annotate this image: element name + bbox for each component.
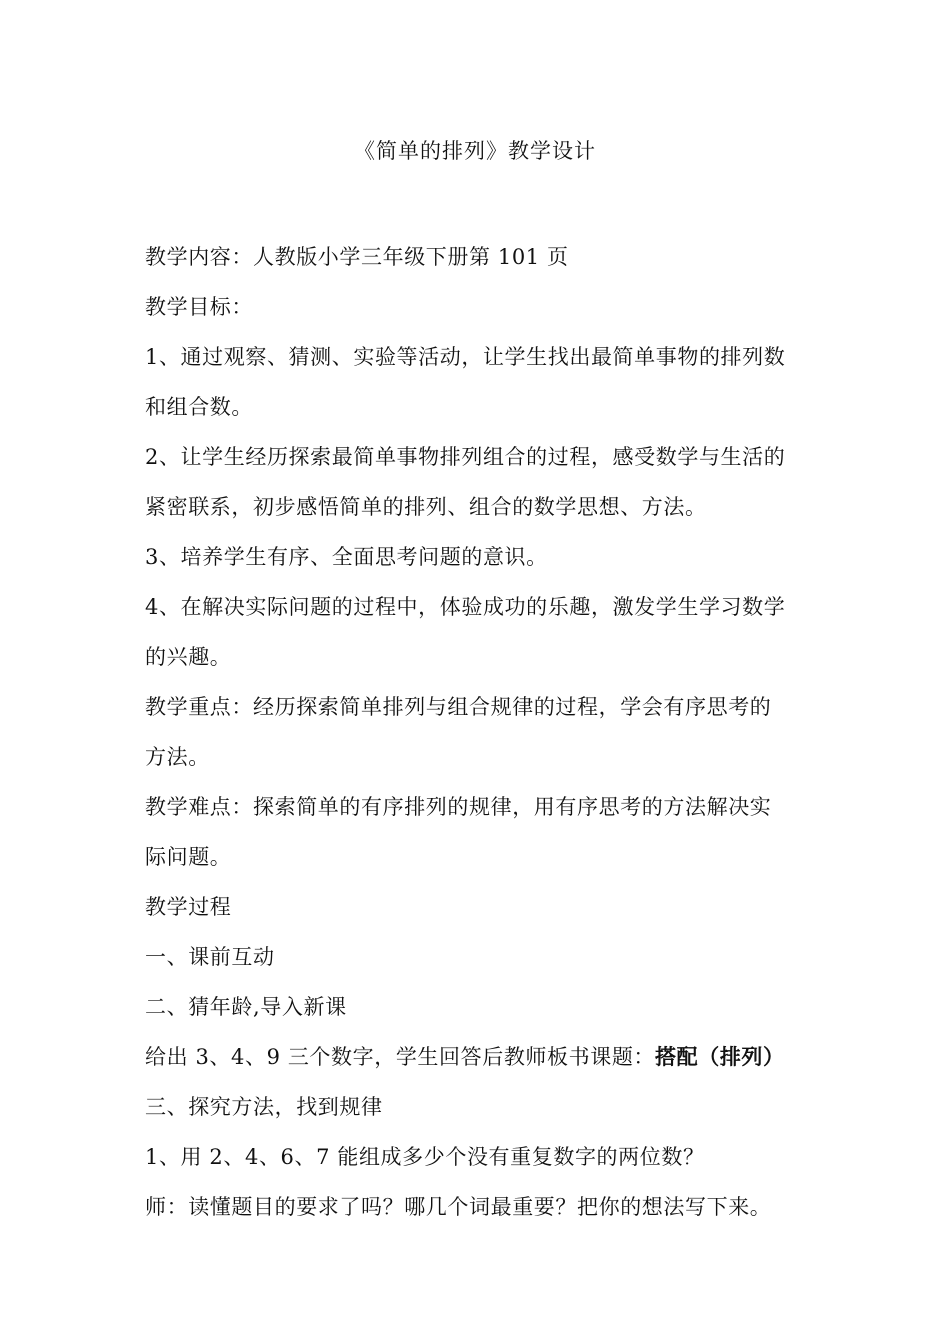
question-1: 1、用 2、4、6、7 能组成多少个没有重复数字的两位数？ <box>145 1145 705 1169</box>
objective-1-line-2: 和组合数。 <box>145 395 253 419</box>
objective-1-line-1: 1、通过观察、猜测、实验等活动，让学生找出最简单事物的排列数 <box>145 345 786 369</box>
step-2-detail <box>145 1032 815 1082</box>
process-heading: 教学过程 <box>145 895 232 919</box>
key-point-line-2: 方法。 <box>145 745 210 769</box>
lesson-topic-bold: 搭配（排列） <box>655 1044 785 1069</box>
difficulty-line-1: 教学难点：探索简单的有序排列的规律，用有序思考的方法解决实 <box>145 795 772 819</box>
document-body <box>145 232 815 1232</box>
objectives-heading: 教学目标： <box>145 295 253 319</box>
document-title: 《简单的排列》教学设计 <box>354 139 596 163</box>
objective-4-line-2: 的兴趣。 <box>145 645 232 669</box>
difficulty-line-2: 际问题。 <box>145 845 232 869</box>
objective-2-line-2: 紧密联系，初步感悟简单的排列、组合的数学思想、方法。 <box>145 495 707 519</box>
key-point-line-1: 教学重点：经历探索简单排列与组合规律的过程，学会有序思考的 <box>145 695 772 719</box>
step-2: 二、猜年龄,导入新课 <box>145 995 347 1019</box>
teacher-line: 师：读懂题目的要求了吗？哪几个词最重要？把你的想法写下来。 <box>145 1195 772 1219</box>
step-2-detail-text: 给出 3、4、9 三个数字，学生回答后教师板书课题： <box>145 1045 656 1069</box>
objective-4-line-1: 4、在解决实际问题的过程中，体验成功的乐趣，激发学生学习数学 <box>145 595 786 619</box>
teaching-content-line: 教学内容：人教版小学三年级下册第 101 页 <box>145 245 569 269</box>
objective-2-line-1: 2、让学生经历探索最简单事物排列组合的过程，感受数学与生活的 <box>145 445 786 469</box>
step-3: 三、探究方法，找到规律 <box>145 1095 383 1119</box>
objective-3: 3、培养学生有序、全面思考问题的意识。 <box>145 545 548 569</box>
step-1: 一、课前互动 <box>145 945 275 969</box>
